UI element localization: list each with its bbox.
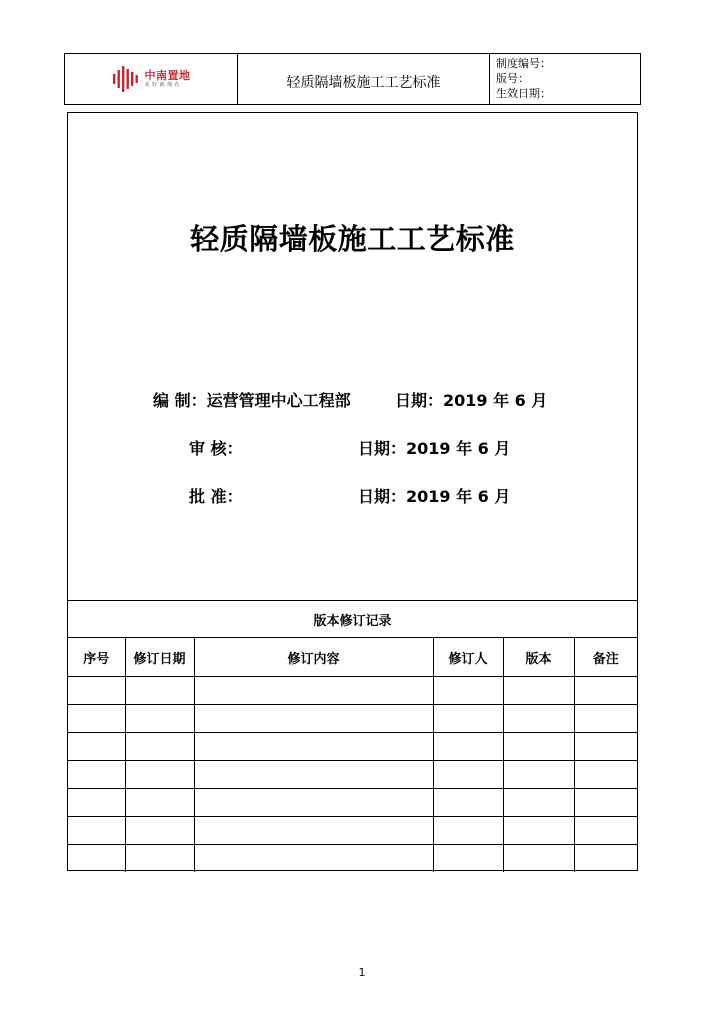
reviewed-by: 审 核： [189, 439, 243, 458]
prepared-by: 编 制：运营管理中心工程部 [153, 391, 351, 410]
logo-cell [65, 54, 238, 104]
meta-effective-date: 生效日期： [496, 87, 551, 100]
col-rev-date: 修订日期 [125, 638, 194, 677]
col-version: 版本 [503, 638, 574, 677]
page-number: 1 [358, 966, 366, 979]
logo-name: 中南置地 [144, 69, 191, 82]
cover-page-box [67, 112, 638, 871]
table-row [68, 733, 637, 761]
col-seq: 序号 [68, 638, 125, 677]
table-row [68, 817, 637, 845]
table-row [68, 761, 637, 789]
meta-version: 版号： [496, 72, 529, 85]
col-rev-content: 修订内容 [194, 638, 433, 677]
revision-table [68, 637, 637, 872]
table-row [68, 845, 637, 873]
revision-title: 版本修订记录 [68, 600, 637, 637]
col-reviser: 修订人 [433, 638, 503, 677]
revision-record [68, 600, 637, 872]
revision-header-row [68, 638, 637, 677]
header-title: 轻质隔墙板施工工艺标准 [238, 54, 490, 104]
header-meta [490, 54, 640, 104]
meta-doc-number: 制度编号： [496, 57, 551, 70]
approved-date: 日期：2019 年 6 月 [358, 487, 511, 506]
company-logo [112, 65, 191, 93]
prepared-date: 日期：2019 年 6 月 [395, 391, 548, 410]
logo-bars-icon [112, 65, 140, 93]
document-title: 轻质隔墙板施工工艺标准 [190, 222, 515, 256]
table-row [68, 705, 637, 733]
table-row [68, 677, 637, 705]
table-row [68, 789, 637, 817]
document-header [64, 53, 641, 105]
reviewed-date: 日期：2019 年 6 月 [358, 439, 511, 458]
logo-slogan: 美好就现在 [144, 82, 183, 88]
col-remarks: 备注 [574, 638, 637, 677]
approved-by: 批 准： [189, 487, 243, 506]
